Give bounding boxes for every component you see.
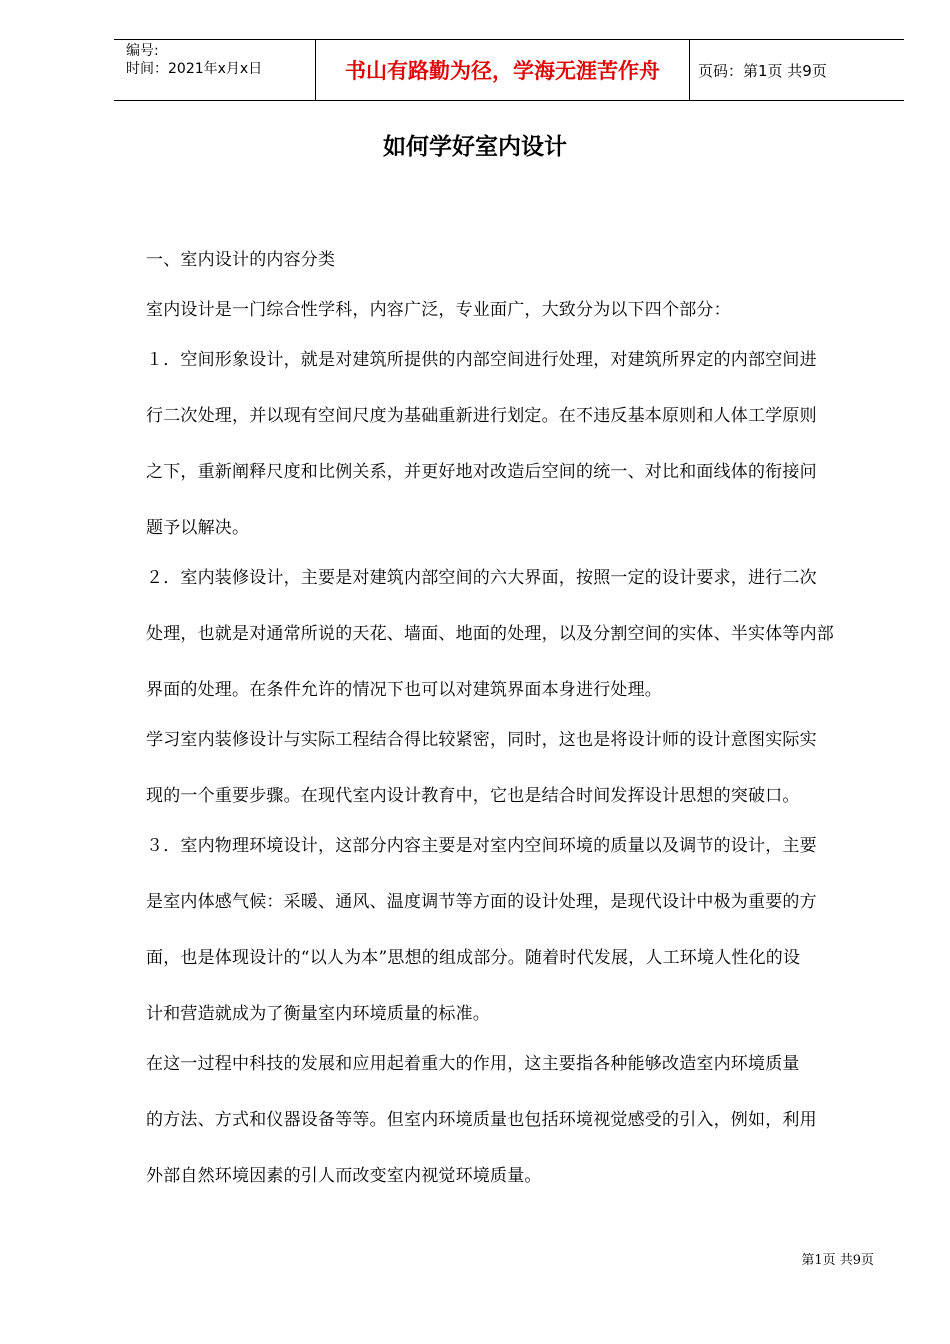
page-footer: 第1页 共9页 <box>801 1253 874 1268</box>
body-line: 行二次处理，并以现有空间尺度为基础重新进行划定。在不违反基本原则和人体工学原则 <box>146 406 817 426</box>
body-line: 面，也是体现设计的“以人为本”思想的组成部分。随着时代发展，人工环境人性化的设 <box>146 948 801 968</box>
document-header <box>114 39 904 101</box>
body-line: 是室内体感气候：采暖、通风、温度调节等方面的设计处理，是现代设计中极为重要的方 <box>146 892 817 912</box>
header-motto: 书山有路勤为径，学海无涯苦作舟 <box>316 40 690 100</box>
body-line: 在这一过程中科技的发展和应用起着重大的作用，这主要指各种能够改造室内环境质量 <box>146 1054 800 1074</box>
body-line: 界面的处理。在条件允许的情况下也可以对建筑界面本身进行处理。 <box>146 680 662 700</box>
body-line: 处理，也就是对通常所说的天花、墙面、地面的处理，以及分割空间的实体、半实体等内部 <box>146 624 834 644</box>
section-heading: 一、室内设计的内容分类 <box>146 250 336 270</box>
body-line: 之下，重新阐释尺度和比例关系，并更好地对改造后空间的统一、对比和面线体的衔接问 <box>146 462 817 482</box>
body-line: 外部自然环境因素的引人而改变室内视觉环境质量。 <box>146 1166 542 1186</box>
body-line: ３．室内物理环境设计，这部分内容主要是对室内空间环境的质量以及调节的设计，主要 <box>146 836 817 856</box>
body-line: 计和营造就成为了衡量室内环境质量的标准。 <box>146 1004 490 1024</box>
body-line: ２．室内装修设计，主要是对建筑内部空间的六大界面，按照一定的设计要求，进行二次 <box>146 568 817 588</box>
time-label: 时间：2021年x月x日 <box>126 61 263 77</box>
body-line: 题予以解决。 <box>146 518 250 538</box>
document-title: 如何学好室内设计 <box>383 134 567 160</box>
body-line: 的方法、方式和仪器设备等等。但室内环境质量也包括环境视觉感受的引入，例如，利用 <box>146 1110 817 1130</box>
body-line: 现的一个重要步骤。在现代室内设计教育中，它也是结合时间发挥设计思想的突破口。 <box>146 786 800 806</box>
body-line: 室内设计是一门综合性学科，内容广泛，专业面广，大致分为以下四个部分： <box>146 300 731 320</box>
serial-label: 编号: <box>126 43 159 59</box>
body-line: １．空间形象设计，就是对建筑所提供的内部空间进行处理，对建筑所界定的内部空间进 <box>146 350 817 370</box>
header-page-info: 页码：第1页 共9页 <box>698 61 827 80</box>
header-meta <box>114 40 316 100</box>
body-line: 学习室内装修设计与实际工程结合得比较紧密，同时，这也是将设计师的设计意图实际实 <box>146 730 817 750</box>
